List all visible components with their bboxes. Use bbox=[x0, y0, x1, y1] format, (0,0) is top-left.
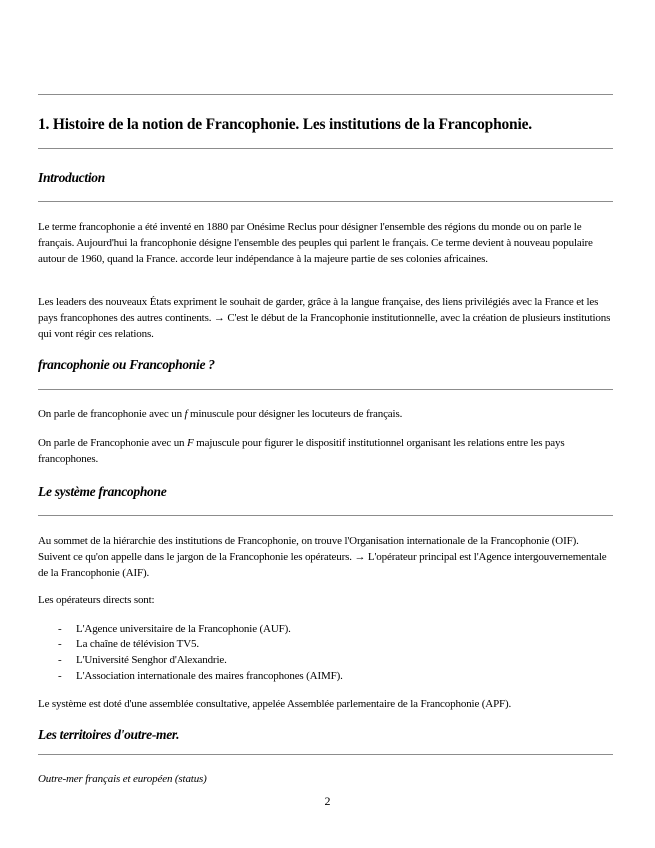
divider bbox=[38, 389, 613, 390]
section-heading-francophonie: francophonie ou Francophonie ? bbox=[38, 357, 215, 372]
paragraph-systeme-1: Au sommet de la hiérarchie des institutions de Francophonie, on trouve l'Organisation internationale de la Francophonie (OIF). Suivent ce qu'on appelle dans le jargon de la Francophonie les opérateurs. → L'opérateur principal est l'Agence intergouvernementale de la Francophonie (AIF). bbox=[38, 535, 607, 579]
paragraph-intro-1: Le terme francophonie a été inventé en 1880 par Onésime Reclus pour désigner l'ensemble des régions du monde ou on parle le français. Aujourd'hui la francophonie désigne l'ensemble des peuples qui parlent le français. Ce terme devient à nouveau populaire autour de 1960, quand la France. accorde leur indépendance à la majeure partie de ses colonies africaines. bbox=[38, 221, 593, 265]
section-heading-territoires: Les territoires d'outre-mer. bbox=[38, 727, 180, 742]
divider bbox=[38, 515, 613, 516]
bullet-dash: - bbox=[58, 623, 62, 635]
section-heading-introduction: Introduction bbox=[38, 170, 105, 185]
bullet-dash: - bbox=[58, 638, 62, 650]
bullet-dash: - bbox=[58, 670, 62, 682]
divider bbox=[38, 201, 613, 202]
paragraph-systeme-3: Le système est doté d'une assemblée consultative, appelée Assemblée parlementaire de la Francophonie (APF). bbox=[38, 698, 512, 710]
list-item bbox=[58, 638, 199, 650]
text-segment: On parle de francophonie avec un bbox=[38, 408, 185, 420]
text-segment: minuscule pour désigner les locuteurs de français. bbox=[187, 408, 403, 420]
italic-letter: f bbox=[184, 408, 188, 420]
italic-letter: F bbox=[187, 437, 194, 449]
section-heading-systeme: Le système francophone bbox=[38, 484, 167, 499]
paragraph-francophonie-2 bbox=[38, 436, 613, 468]
paragraph-systeme-2: Les opérateurs directs sont: bbox=[38, 594, 155, 606]
page-title: 1. Histoire de la notion de Francophonie. Les institutions de la Francophonie. bbox=[38, 116, 532, 133]
list-item-text: L'Agence universitaire de la Francophonie (AUF). bbox=[76, 623, 291, 635]
text-segment: majuscule pour figurer le dispositif institutionnel organisant les relations entre les pays francophones. bbox=[38, 437, 565, 465]
divider bbox=[38, 94, 613, 95]
divider bbox=[38, 148, 613, 149]
list-item-text: La chaîne de télévision TV5. bbox=[76, 638, 199, 650]
paragraph-francophonie-1 bbox=[38, 407, 613, 423]
list-item bbox=[58, 623, 291, 635]
territoires-caption: Outre-mer français et européen (status) bbox=[38, 773, 207, 785]
text-segment: On parle de Francophonie avec un bbox=[38, 437, 187, 449]
divider bbox=[38, 754, 613, 755]
page-number: 2 bbox=[324, 794, 331, 808]
list-item-text: L'Association internationale des maires francophones (AIMF). bbox=[76, 670, 343, 682]
list-item bbox=[58, 670, 343, 682]
bullet-dash: - bbox=[58, 654, 62, 666]
list-item bbox=[58, 654, 227, 666]
paragraph-intro-2: Les leaders des nouveaux États expriment le souhait de garder, grâce à la langue française, des liens privilégiés avec la France et les pays francophones des autres continents. → C'est le début de la Francophonie institutionnelle, avec la création de plusieurs institutions qui vont régir ces relations. bbox=[38, 296, 611, 340]
list-item-text: L'Université Senghor d'Alexandrie. bbox=[76, 654, 227, 666]
